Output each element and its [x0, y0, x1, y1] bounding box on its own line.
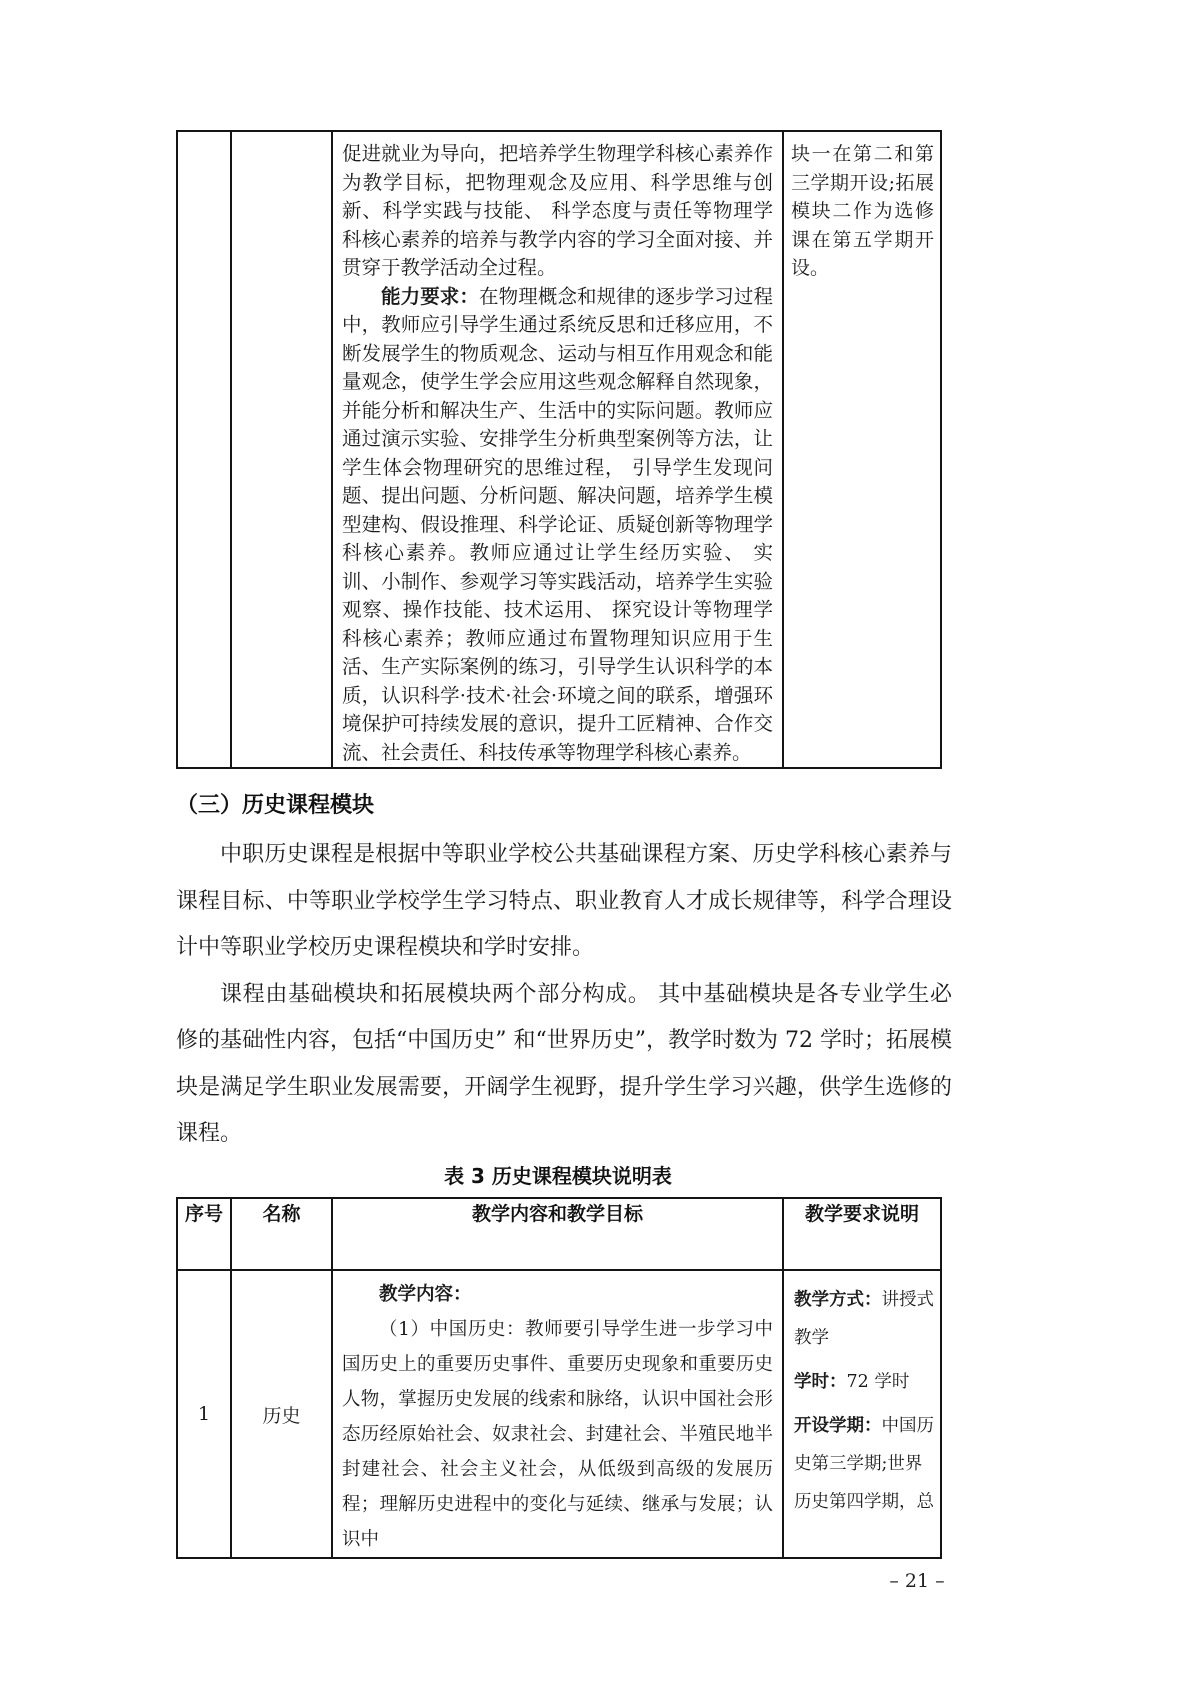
cell-teaching-requirements: [783, 1270, 941, 1558]
semester-value: 中国历史第三学期;世界历史第四学期，总: [794, 1416, 934, 1512]
physics-content-paragraph-1: 促进就业为导向，把培养学生物理学科核心素养作为教学目标，把物理观念及应用、科学思维与创新、科学实践与技能、 科学态度与责任等物理学科核心素养的培养与教学内容的学习全面对接、并贯穿于教学活动全过程。: [342, 142, 773, 279]
header-index: 序号: [177, 1198, 231, 1270]
teaching-content-label: 教学内容：: [379, 1284, 472, 1305]
history-content-text: （1）中国历史：教师要引导学生进一步学习中国历史上的重要历史事件、重要历史现象和重要历史人物，掌握历史发展的线索和脉络，认识中国社会形态历经原始社会、奴隶社会、封建社会、半殖民地半封建社会、社会主义社会，从低级到高级的发展历程；理解历史进程中的变化与延续、继承与发展；认识中: [342, 1319, 773, 1550]
table-row: [177, 1270, 941, 1558]
cell-teaching-requirements: [783, 131, 941, 768]
body-paragraph-1: 中职历史课程是根据中等职业学校公共基础课程方案、历史学科核心素养与课程目标、中等职业学校学生学习特点、职业教育人才成长规律等，科学合理设计中等职业学校历史课程模块和学时安排。: [176, 842, 952, 960]
cell-teaching-content: [332, 131, 783, 768]
cell-teaching-content: [332, 1270, 783, 1558]
table3-caption: 表 3 历史课程模块说明表: [444, 1164, 672, 1188]
header-name: 名称: [231, 1198, 332, 1270]
table-header-row: [177, 1198, 941, 1270]
class-hours-value: 72 学时: [846, 1372, 910, 1392]
physics-content-paragraph-2: [342, 283, 773, 768]
physics-module-table-continued: [176, 130, 942, 769]
body-paragraph-2: 课程由基础模块和拓展模块两个部分构成。 其中基础模块是各专业学生必修的基础性内容，包括“中国历史” 和“世界历史”，教学时数为 72 学时；拓展模块是满足学生职业发展需要，开阔学生视野，提升学生学习兴趣，供学生选修的课程。: [176, 981, 952, 1146]
content-label-line: [342, 1277, 773, 1312]
section-body: [176, 832, 952, 1158]
ability-requirements-text: 在物理概念和规律的逐步学习过程中，教师应引导学生通过系统反思和迁移应用，不断发展学生的物质观念、运动与相互作用观念和能量观念，使学生学会应用这些观念解释自然现象，并能分析和解决生产、生活中的实际问题。教师应通过演示实验、安排学生分析典型案例等方法，让学生体会物理研究的思维过程， 引导学生发现问题、提出问题、分析问题、解决问题，培养学生模型建构、假设推理、科学论证、质疑创新等物理学科核心素养。教师应通过让学生经历实验、 实训、小制作、参观学习等实践活动，培养学生实验观察、操作技能、技术运用、 探究设计等物理学科核心素养；教师应通过布置物理知识应用于生活、生产实际案例的练习，引导学生认识科学的本质，认识科学·技术·社会·环境之间的联系，增强环境保护可持续发展的意识，提升工匠精神、合作交流、社会责任、科技传承等物理学科核心素养。: [342, 284, 773, 764]
cell-name-empty: [231, 131, 332, 768]
physics-requirements-text: 块一在第二和第三学期开设;拓展模块二作为选修课在第五学期开设。: [791, 143, 934, 279]
cell-index-empty: [177, 131, 231, 768]
teaching-method-value: 讲授式教学: [794, 1290, 934, 1348]
table-row: [177, 131, 941, 768]
requirement-item: [794, 1363, 936, 1401]
class-hours-label: 学时：: [794, 1372, 847, 1392]
requirement-item: [794, 1281, 936, 1357]
semester-label: 开设学期：: [794, 1416, 882, 1436]
section-heading: （三）历史课程模块: [176, 793, 375, 818]
ability-requirements-label: 能力要求：: [381, 284, 480, 308]
requirement-item: [794, 1407, 936, 1521]
teaching-method-label: 教学方式：: [794, 1290, 882, 1310]
page-number: – 21 –: [889, 1570, 945, 1592]
header-requirements: 教学要求说明: [783, 1198, 941, 1270]
header-content-goals: 教学内容和教学目标: [332, 1198, 783, 1270]
history-module-table: [176, 1197, 942, 1559]
cell-row-index: 1: [177, 1270, 231, 1558]
cell-course-name: 历史: [231, 1270, 332, 1558]
